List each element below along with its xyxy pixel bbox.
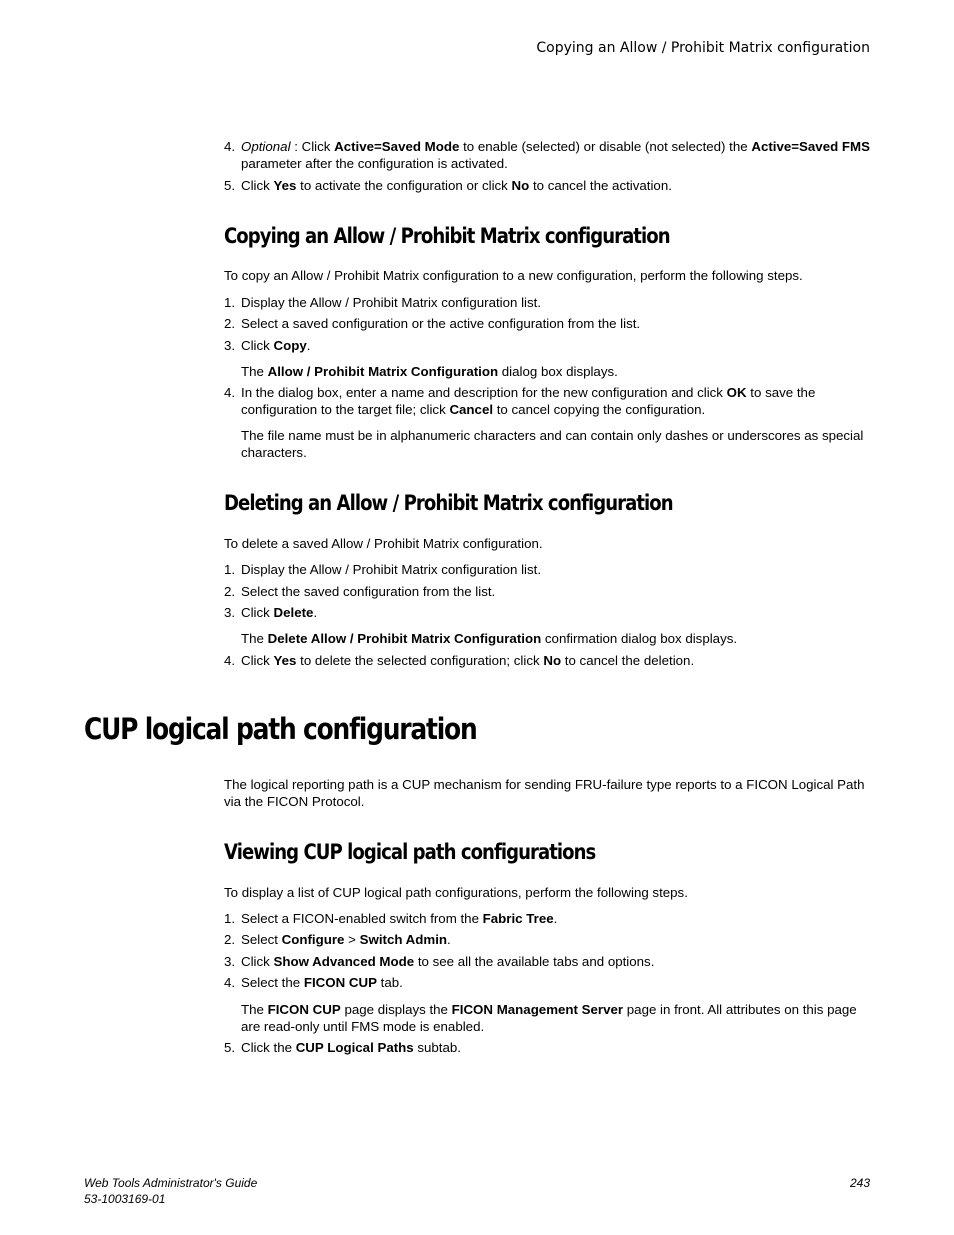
step-number: 1. — [224, 562, 236, 577]
chapter-heading: CUP logical path configuration — [84, 712, 477, 746]
bold-term: Fabric Tree — [482, 911, 554, 926]
text-run: Select a saved configuration or the active configuration from the list. — [241, 316, 641, 331]
step-text — [241, 561, 872, 578]
step-text — [241, 974, 872, 991]
list-item — [224, 315, 872, 332]
section-intro: To display a list of CUP logical path configurations, perform the following steps. — [224, 885, 688, 900]
step-number: 4. — [224, 139, 236, 154]
list-item — [224, 337, 872, 354]
step-text — [241, 931, 872, 948]
text-run: to cancel copying the configuration. — [493, 402, 706, 417]
step-text — [241, 583, 872, 600]
step-number: 4. — [224, 653, 236, 668]
section-heading-delete: Deleting an Allow / Prohibit Matrix configuration — [224, 491, 673, 515]
step-text — [241, 138, 872, 172]
step-text — [241, 337, 872, 354]
step-number: 5. — [224, 178, 236, 193]
list-item — [224, 294, 872, 311]
bold-term: FICON Management Server — [451, 1002, 624, 1017]
section-intro: To delete a saved Allow / Prohibit Matrix configuration. — [224, 536, 543, 551]
text-run: . — [447, 932, 451, 947]
bold-term: Active=Saved FMS — [751, 139, 870, 154]
step-number: 3. — [224, 338, 236, 353]
text-run: Click the — [241, 1040, 296, 1055]
step-number: 5. — [224, 1040, 236, 1055]
bold-term: Configure — [281, 932, 345, 947]
step-number: 1. — [224, 295, 236, 310]
list-item — [224, 974, 872, 991]
text-run: Click — [241, 605, 274, 620]
step-number: 3. — [224, 954, 236, 969]
step-text — [241, 1039, 872, 1056]
bold-term: No — [511, 178, 530, 193]
bold-term: Cancel — [449, 402, 494, 417]
text-run: to cancel the activation. — [529, 178, 672, 193]
step-text — [241, 953, 872, 970]
text-run: parameter after the configuration is activated. — [241, 156, 508, 171]
text-run: page in front. All attributes on this page are read-only until FMS mode is enabled. — [241, 1002, 857, 1034]
text-run: page displays the — [340, 1002, 452, 1017]
text-run: Click — [241, 178, 274, 193]
text-run: Display the Allow / Prohibit Matrix configuration list. — [241, 562, 542, 577]
text-run: Select the — [241, 975, 304, 990]
step-note — [241, 363, 872, 380]
step-text — [241, 294, 872, 311]
bold-term: FICON CUP — [267, 1002, 341, 1017]
text-run: Click — [241, 653, 274, 668]
text-run: Select a FICON-enabled switch from the — [241, 911, 483, 926]
step-number: 2. — [224, 932, 236, 947]
text-run: Click — [241, 338, 274, 353]
list-item — [224, 561, 872, 578]
footer-doc-number: 53-1003169-01 — [84, 1192, 166, 1206]
list-item — [224, 652, 872, 669]
italic-term: Optional — [241, 139, 291, 154]
text-run: to cancel the deletion. — [561, 653, 695, 668]
step-note — [241, 1001, 872, 1035]
text-run: to save the configuration to the target file; click — [241, 385, 816, 417]
text-run: . — [553, 911, 558, 926]
page-number: 243 — [849, 1176, 870, 1190]
text-run: > — [344, 932, 360, 947]
bold-term: Yes — [273, 653, 297, 668]
step-text — [241, 384, 872, 418]
text-run: to delete the selected configuration; click — [296, 653, 544, 668]
text-run: Display the Allow / Prohibit Matrix configuration list. — [241, 295, 542, 310]
bold-term: Copy — [273, 338, 307, 353]
bold-term: Switch Admin — [359, 932, 448, 947]
list-item — [224, 583, 872, 600]
step-text — [241, 177, 872, 194]
step-text — [241, 910, 872, 927]
text-run: Select the saved configuration from the list. — [241, 584, 496, 599]
step-number: 4. — [224, 385, 236, 400]
running-header: Copying an Allow / Prohibit Matrix configuration — [536, 40, 870, 56]
footer-doc-title: Web Tools Administrator's Guide — [84, 1176, 258, 1190]
bold-term: Show Advanced Mode — [273, 954, 415, 969]
bold-term: Delete — [273, 605, 314, 620]
section-intro: The logical reporting path is a CUP mechanism for sending FRU-failure type reports to a FICON Logical Path via the FICON Protocol. — [224, 777, 865, 809]
bold-term: Active=Saved Mode — [334, 139, 460, 154]
text-run: In the dialog box, enter a name and description for the new configuration and click — [241, 385, 727, 400]
text-run: . — [313, 605, 318, 620]
step-number: 1. — [224, 911, 236, 926]
step-number: 2. — [224, 316, 236, 331]
section-heading-copy: Copying an Allow / Prohibit Matrix configuration — [224, 224, 670, 248]
bold-term: Allow / Prohibit Matrix Configuration — [267, 364, 499, 379]
bold-term: CUP Logical Paths — [295, 1040, 414, 1055]
text-run: subtab. — [413, 1040, 461, 1055]
bold-term: No — [543, 653, 562, 668]
text-run: The — [241, 1002, 268, 1017]
bold-term: OK — [726, 385, 747, 400]
list-item — [224, 138, 872, 172]
text-run: dialog box displays. — [498, 364, 618, 379]
text-run: Select — [241, 932, 282, 947]
text-run: The file name must be in alphanumeric characters and can contain only dashes or underscores as special characters. — [241, 428, 864, 460]
bold-term: FICON CUP — [303, 975, 377, 990]
text-run: tab. — [376, 975, 403, 990]
section-intro: To copy an Allow / Prohibit Matrix configuration to a new configuration, perform the following steps. — [224, 268, 803, 283]
list-item — [224, 1039, 872, 1056]
text-run: to enable (selected) or disable (not selected) the — [459, 139, 752, 154]
list-item — [224, 931, 872, 948]
text-run: to see all the available tabs and options. — [414, 954, 655, 969]
text-run: to activate the configuration or click — [296, 178, 512, 193]
step-text — [241, 604, 872, 621]
text-run: The — [241, 631, 268, 646]
step-note — [241, 427, 872, 461]
step-number: 3. — [224, 605, 236, 620]
text-run: Click — [241, 954, 274, 969]
list-item — [224, 177, 872, 194]
list-item — [224, 384, 872, 418]
text-run: : Click — [290, 139, 335, 154]
step-number: 2. — [224, 584, 236, 599]
step-number: 4. — [224, 975, 236, 990]
step-text — [241, 652, 872, 669]
text-run: The — [241, 364, 268, 379]
section-heading-view: Viewing CUP logical path configurations — [224, 840, 596, 864]
bold-term: Yes — [273, 178, 297, 193]
step-text — [241, 315, 872, 332]
list-item — [224, 953, 872, 970]
text-run: . — [306, 338, 311, 353]
list-item — [224, 604, 872, 621]
footer-left — [84, 1175, 257, 1207]
text-run: confirmation dialog box displays. — [541, 631, 738, 646]
bold-term: Delete Allow / Prohibit Matrix Configuration — [267, 631, 542, 646]
list-item — [224, 910, 872, 927]
step-note — [241, 630, 872, 647]
